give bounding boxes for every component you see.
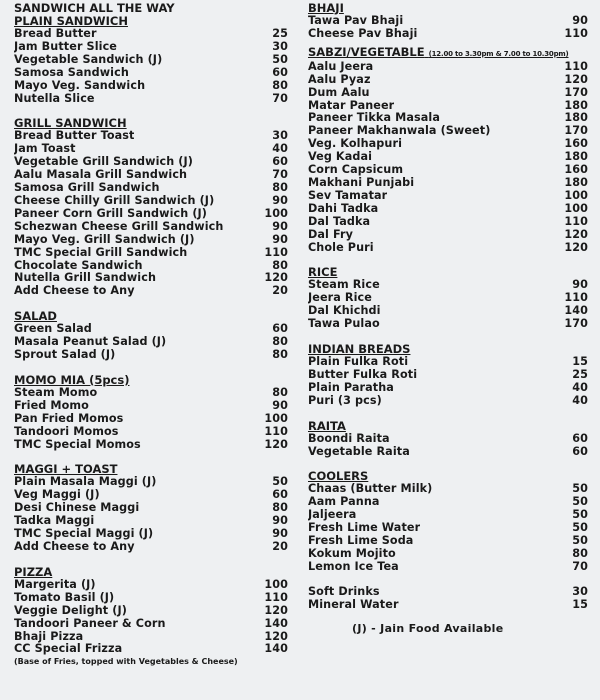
menu-item-name: Veg Maggi (J): [14, 489, 100, 502]
menu-item: [308, 216, 588, 229]
menu-item-name: Margerita (J): [14, 578, 96, 591]
section-heading-text: MOMO MIA (5pcs): [14, 372, 130, 387]
menu-item: [308, 74, 588, 87]
section-heading-text: INDIAN BREADS: [308, 342, 411, 357]
menu-item: [308, 138, 588, 151]
menu-item-price: 80: [272, 335, 288, 349]
menu-section-beverages: [308, 586, 588, 612]
menu-item: [308, 112, 588, 125]
menu-item-name: Samosa Grill Sandwich: [14, 182, 160, 195]
menu-item: [14, 489, 288, 502]
menu-item-name: Bread Butter Toast: [14, 130, 135, 143]
pizza-footnote: (Base of Fries, topped with Vegetables & Cheese): [14, 657, 238, 667]
section-heading: [14, 15, 288, 28]
section-heading: [14, 374, 288, 387]
menu-item-name: Mayo Veg. Sandwich: [14, 79, 146, 92]
section-heading-text: PIZZA: [14, 564, 53, 579]
menu-item: [308, 177, 588, 190]
menu-item: [308, 15, 588, 28]
menu-item: [308, 535, 588, 548]
menu-item-price: 20: [272, 284, 288, 298]
section-heading: [308, 470, 588, 483]
menu-item-name: TMC Special Maggi (J): [14, 528, 154, 541]
menu-item-price: 90: [572, 14, 588, 27]
menu-item-price: 120: [264, 629, 288, 643]
menu-item-name: CC Special Frizza: [14, 643, 123, 656]
menu-item: [308, 305, 588, 318]
menu-section-sabzi-vegetable: [308, 46, 588, 255]
menu-item: [14, 54, 288, 67]
jain-note: (J) - Jain Food Available: [352, 622, 504, 635]
menu-item-price: 30: [272, 129, 288, 143]
menu-section-salad: [14, 310, 288, 362]
menu-item-name: Aalu Masala Grill Sandwich: [14, 169, 188, 182]
menu-item-name: Paneer Makhanwala (Sweet): [308, 125, 491, 138]
section-heading-text: COOLERS: [308, 469, 369, 484]
menu-item-name: Matar Paneer: [308, 99, 395, 112]
menu-item: [14, 156, 288, 169]
menu-item-name: Chole Puri: [308, 241, 374, 254]
menu-item-name: Bhaji Pizza: [14, 630, 84, 643]
menu-item-price: 80: [572, 547, 588, 560]
menu-item-price: 80: [272, 348, 288, 362]
menu-item-price: 60: [272, 322, 288, 336]
menu-item: [308, 164, 588, 177]
menu-section-maggi-toast: [14, 463, 288, 553]
menu-item-price: 90: [272, 514, 288, 528]
menu-item: [308, 151, 588, 164]
menu-item: [14, 515, 288, 528]
section-heading-text: RICE: [308, 265, 338, 280]
menu-item-price: 100: [264, 206, 288, 220]
menu-item: [14, 234, 288, 247]
menu-section-plain-sandwich: [14, 15, 288, 105]
menu-item: [14, 502, 288, 515]
menu-item-price: 110: [264, 424, 288, 438]
menu-item-name: Tawa Pulao: [308, 318, 380, 331]
menu-item-name: Kokum Mojito: [308, 548, 396, 560]
menu-item: [14, 439, 288, 452]
menu-item-name: Masala Peanut Salad (J): [14, 336, 167, 349]
menu-item-price: 80: [272, 385, 288, 399]
menu-section-raita: [308, 420, 588, 459]
menu-item-name: Mayo Veg. Grill Sandwich (J): [14, 233, 195, 246]
menu-item: [14, 272, 288, 285]
menu-item-name: Tadka Maggi: [14, 515, 95, 528]
menu-item: [14, 260, 288, 273]
menu-item: [308, 190, 588, 203]
menu-item: [308, 599, 588, 612]
menu-item-name: Nutella Slice: [14, 92, 95, 105]
menu-item-price: 80: [272, 501, 288, 515]
section-heading-text: BHAJI: [308, 1, 344, 15]
menu-item-name: Cheese Chilly Grill Sandwich (J): [14, 194, 215, 207]
menu-item-price: 30: [272, 39, 288, 53]
menu-item-price: 140: [564, 304, 588, 318]
menu-item-price: 80: [272, 78, 288, 92]
menu-item: [14, 476, 288, 489]
section-heading: [14, 310, 288, 323]
menu-section-coolers: [308, 470, 588, 573]
menu-item-price: 180: [564, 98, 588, 112]
menu-item-name: Paneer Tikka Masala: [308, 112, 440, 125]
menu-item-name: Chocolate Sandwich: [14, 259, 143, 272]
menu-item-name: Plain Fulka Roti: [308, 356, 409, 369]
menu-item: [308, 356, 588, 369]
menu-item-name: Bread Butter: [14, 28, 97, 40]
menu-item-name: Corn Capsicum: [308, 164, 404, 177]
section-heading: [14, 566, 288, 579]
menu-item: [14, 93, 288, 106]
menu-section-momo-mia-5pcs: [14, 374, 288, 452]
menu-item-name: Dahi Tadka: [308, 202, 379, 215]
menu-item-name: Fresh Lime Water: [308, 522, 421, 535]
menu-item: [14, 195, 288, 208]
menu-item-price: 120: [264, 437, 288, 451]
menu-item: [308, 561, 588, 574]
menu-item-name: Makhani Punjabi: [308, 176, 415, 189]
menu-item-name: Mineral Water: [308, 598, 399, 611]
menu-item: [308, 509, 588, 522]
menu-item-price: 50: [272, 475, 288, 489]
section-heading: [308, 2, 588, 15]
section-heading-text: RAITA: [308, 418, 346, 433]
menu-item-name: Plain Masala Maggi (J): [14, 476, 157, 489]
menu-item-name: Tawa Pav Bhaji: [308, 15, 404, 27]
menu-item-name: Dal Khichdi: [308, 305, 381, 318]
menu-item-name: Vegetable Grill Sandwich (J): [14, 156, 193, 169]
menu-item: [14, 387, 288, 400]
menu-item: [14, 67, 288, 80]
menu-item-price: 60: [272, 488, 288, 502]
menu-item: [14, 247, 288, 260]
menu-item-price: 180: [564, 175, 588, 189]
menu-item-price: 120: [264, 603, 288, 617]
menu-item-name: Pan Fried Momos: [14, 412, 124, 425]
menu-item: [308, 100, 588, 113]
menu-item: [308, 548, 588, 561]
menu-item: [14, 169, 288, 182]
left-column: [14, 2, 288, 667]
menu-item-name: Fresh Lime Soda: [308, 535, 414, 548]
menu-item-price: 120: [564, 227, 588, 241]
menu-item: [308, 522, 588, 535]
menu-item-name: Add Cheese to Any: [14, 285, 135, 298]
menu-item: [14, 631, 288, 644]
menu-item-name: Plain Paratha: [308, 381, 394, 394]
menu-item-name: Nutella Grill Sandwich: [14, 272, 157, 285]
menu-item-name: Puri (3 pcs): [308, 394, 382, 407]
menu-item-price: 160: [564, 163, 588, 177]
menu-section-pizza: [14, 566, 288, 656]
menu-item-price: 70: [272, 91, 288, 105]
menu-item-name: Tandoori Paneer & Corn: [14, 617, 166, 630]
menu-item-price: 180: [564, 150, 588, 164]
menu-item-price: 110: [264, 245, 288, 259]
menu-item: [14, 413, 288, 426]
menu-item-price: 25: [572, 367, 588, 381]
menu-item: [14, 579, 288, 592]
menu-item-price: 50: [572, 521, 588, 535]
menu-item-price: 60: [272, 65, 288, 79]
menu-item-name: Boondi Raita: [308, 432, 390, 445]
menu-item: [14, 80, 288, 93]
menu-item-price: 170: [564, 317, 588, 331]
menu-item-price: 80: [272, 181, 288, 195]
menu-item: [14, 221, 288, 234]
menu-item-price: 25: [272, 27, 288, 40]
menu-item-price: 120: [564, 72, 588, 86]
menu-item: [14, 28, 288, 41]
menu-item-price: 90: [272, 232, 288, 246]
menu-item-name: Jam Butter Slice: [14, 40, 117, 53]
menu-item: [14, 182, 288, 195]
menu-item-name: TMC Special Momos: [14, 438, 141, 451]
menu-item-price: 40: [572, 380, 588, 394]
menu-item-name: Chaas (Butter Milk): [308, 483, 433, 496]
menu-item-price: 20: [272, 540, 288, 553]
menu-item-price: 140: [264, 616, 288, 630]
menu-item-name: Vegetable Sandwich (J): [14, 53, 163, 66]
menu-item-name: Steam Rice: [308, 279, 380, 292]
section-heading-text: MAGGI + TOAST: [14, 462, 118, 477]
menu-item-name: Veg Kadai: [308, 151, 373, 164]
menu-item-name: TMC Special Grill Sandwich: [14, 246, 188, 259]
menu-item-price: 110: [564, 291, 588, 305]
menu-item-price: 110: [564, 59, 588, 73]
menu-item-price: 120: [564, 240, 588, 254]
menu-item-price: 60: [572, 444, 588, 458]
menu-item-name: Dal Tadka: [308, 215, 371, 228]
menu-item: [308, 318, 588, 331]
menu-item-name: Samosa Sandwich: [14, 66, 129, 79]
menu-item: [308, 203, 588, 216]
menu-item-price: 60: [572, 431, 588, 445]
menu-item-name: Sprout Salad (J): [14, 349, 116, 362]
menu-section-grill-sandwich: [14, 117, 288, 298]
menu-item-price: 15: [572, 597, 588, 611]
menu-item: [308, 87, 588, 100]
menu-item-price: 110: [564, 214, 588, 228]
menu-item-price: 70: [272, 168, 288, 182]
menu-item-price: 50: [572, 482, 588, 496]
menu-title: SANDWICH ALL THE WAY: [14, 1, 175, 15]
menu-item-price: 90: [272, 193, 288, 207]
menu-item-name: Vegetable Raita: [308, 445, 410, 458]
menu-item-price: 90: [272, 219, 288, 233]
menu-item: [308, 279, 588, 292]
section-heading: [14, 463, 288, 476]
menu-item: [308, 483, 588, 496]
menu-item-price: 140: [264, 642, 288, 656]
menu-item-name: Tandoori Momos: [14, 425, 119, 438]
menu-item-price: 120: [264, 271, 288, 285]
menu-item: [14, 336, 288, 349]
menu-item: [14, 541, 288, 554]
menu-item-price: 15: [572, 355, 588, 369]
menu-item: [14, 208, 288, 221]
menu-item-name: Cheese Pav Bhaji: [308, 27, 418, 40]
menu-item: [308, 369, 588, 382]
menu-item-price: 50: [572, 534, 588, 548]
section-timing-note: (12.00 to 3.30pm & 7.00 to 10.30pm): [428, 49, 569, 58]
menu-item: [14, 618, 288, 631]
menu-item-price: 100: [564, 188, 588, 202]
menu-item: [14, 528, 288, 541]
menu-item-name: Jeera Rice: [308, 292, 372, 305]
menu-item-price: 160: [564, 137, 588, 151]
menu-item-price: 60: [272, 155, 288, 169]
menu-item-price: 90: [572, 278, 588, 292]
menu-item-name: Tomato Basil (J): [14, 591, 115, 604]
menu-item-name: Green Salad: [14, 323, 92, 336]
menu-item: [14, 285, 288, 298]
menu-item: [308, 382, 588, 395]
menu-item-price: 80: [272, 258, 288, 272]
menu-item-price: 40: [272, 142, 288, 156]
menu-item-name: Desi Chinese Maggi: [14, 502, 140, 515]
menu-item-name: Sev Tamatar: [308, 189, 388, 202]
menu-item-price: 50: [272, 52, 288, 66]
menu-item-price: 100: [564, 201, 588, 215]
menu-item-price: 100: [264, 577, 288, 591]
menu-item: [308, 242, 588, 255]
menu-item-price: 50: [572, 495, 588, 509]
menu-item-name: Jam Toast: [14, 143, 76, 156]
menu-item-price: 110: [564, 26, 588, 40]
menu-item: [308, 446, 588, 459]
menu-item-name: Butter Fulka Roti: [308, 368, 418, 381]
menu-section-indian-breads: [308, 343, 588, 408]
menu-item: [14, 592, 288, 605]
menu-section-bhaji: [308, 2, 588, 41]
menu-item-name: Paneer Corn Grill Sandwich (J): [14, 207, 208, 220]
section-heading: [308, 46, 588, 61]
menu-item-name: Dum Aalu: [308, 86, 370, 99]
menu-item-name: Jaljeera: [308, 509, 357, 522]
menu-item-price: 170: [564, 124, 588, 138]
menu-item-name: Aalu Jeera: [308, 60, 374, 73]
menu-item-price: 110: [264, 590, 288, 604]
menu-item-name: Veggie Delight (J): [14, 604, 127, 617]
menu-item-name: Schezwan Cheese Grill Sandwich: [14, 220, 224, 233]
menu-section-rice: [308, 266, 588, 331]
menu-item: [14, 605, 288, 618]
menu-item-name: Fried Momo: [14, 399, 89, 412]
menu-item-name: Dal Fry: [308, 228, 354, 241]
menu-item-name: Aalu Pyaz: [308, 73, 371, 86]
menu-item: [308, 496, 588, 509]
section-heading-text: GRILL SANDWICH: [14, 116, 127, 131]
menu-item-price: 180: [564, 111, 588, 125]
menu-item-price: 70: [572, 559, 588, 573]
section-heading: [308, 343, 588, 356]
menu-item: [308, 433, 588, 446]
menu-item: [308, 395, 588, 408]
menu-item-price: 90: [272, 527, 288, 541]
menu-item-name: Lemon Ice Tea: [308, 560, 399, 573]
section-heading-text: SALAD: [14, 309, 57, 324]
menu-item-price: 100: [264, 411, 288, 425]
menu-item-price: 50: [572, 508, 588, 522]
menu-item: [14, 323, 288, 336]
menu-item: [14, 643, 288, 656]
section-heading-text: PLAIN SANDWICH: [14, 14, 128, 28]
menu-item-price: 90: [272, 398, 288, 412]
menu-item: [14, 41, 288, 54]
right-column: [308, 2, 588, 612]
menu-item: [308, 586, 588, 599]
section-heading: [308, 266, 588, 279]
menu-item-name: Soft Drinks: [308, 585, 380, 598]
section-heading: [14, 117, 288, 130]
menu-item-name: Steam Momo: [14, 386, 98, 399]
section-heading: [308, 420, 588, 433]
menu-item-name: Veg. Kolhapuri: [308, 138, 403, 151]
section-heading-text: SABZI/VEGETABLE: [308, 44, 425, 59]
menu-item-price: 40: [572, 393, 588, 407]
menu-item-price: 30: [572, 584, 588, 598]
menu-item: [308, 292, 588, 305]
menu-item: [308, 229, 588, 242]
menu-item: [14, 349, 288, 362]
menu-item: [14, 426, 288, 439]
menu-item: [14, 143, 288, 156]
menu-item-name: Add Cheese to Any: [14, 541, 135, 553]
menu-item: [308, 28, 588, 41]
menu-item: [308, 125, 588, 138]
menu-item-price: 170: [564, 85, 588, 99]
menu-item: [308, 61, 588, 74]
menu-item: [14, 400, 288, 413]
menu-item-name: Aam Panna: [308, 496, 380, 509]
menu-item: [14, 130, 288, 143]
